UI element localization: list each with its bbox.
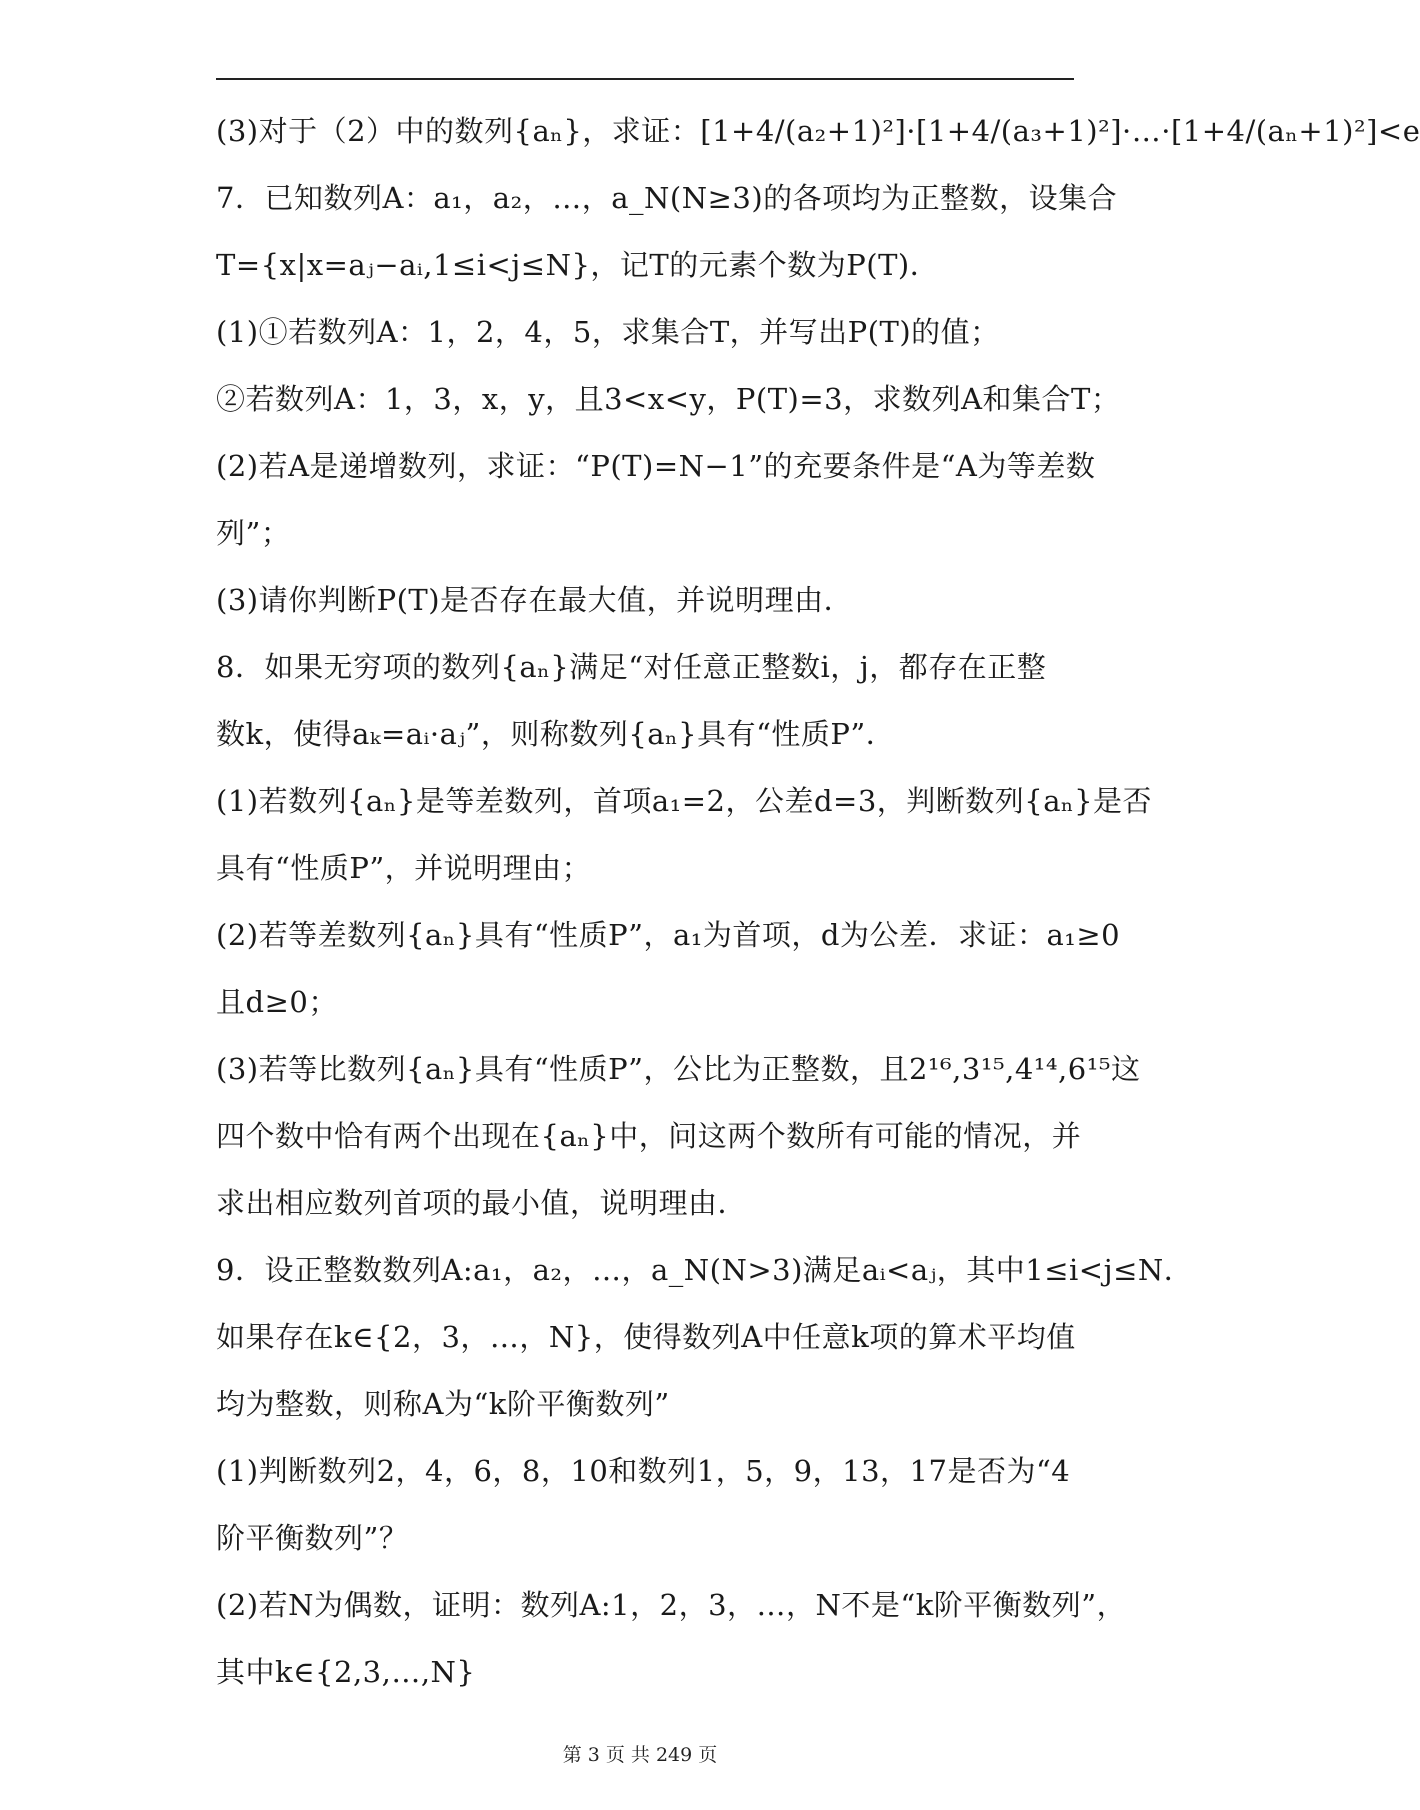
text-line: (1)判断数列2，4，6，8，10和数列1，5，9，13，17是否为“4 (216, 1454, 1071, 1488)
text-line: 数k，使得aₖ=aᵢ·aⱼ”，则称数列{aₙ}具有“性质P”． (216, 717, 896, 751)
document-body (216, 98, 1420, 1706)
text-line: ②若数列A：1，3，x，y，且3<x<y，P(T)=3，求数列A和集合T； (216, 382, 1121, 416)
text-line: 7．已知数列A：a₁，a₂，…，a_N(N≥3)的各项均为正整数，设集合 (216, 181, 1118, 215)
text-line: 如果存在k∈{2，3，…，N}，使得数列A中任意k项的算术平均值 (216, 1320, 1076, 1354)
text-line: 9．设正整数数列A:a₁，a₂，…，a_N(N>3)满足aᵢ<aⱼ，其中1≤i<j≤N． (216, 1253, 1194, 1287)
text-line: (1)若数列{aₙ}是等差数列，首项a₁=2，公差d=3，判断数列{aₙ}是否 (216, 784, 1153, 818)
text-line: (2)若N为偶数，证明：数列A:1，2，3，…，N不是“k阶平衡数列”， (216, 1588, 1127, 1622)
text-line: (2)若等差数列{aₙ}具有“性质P”，a₁为首项，d为公差．求证：a₁≥0 (216, 918, 1121, 952)
text-line: T={x|x=aⱼ−aᵢ,1≤i<j≤N}，记T的元素个数为P(T)． (216, 248, 940, 282)
text-line: 其中k∈{2,3,…,N} (216, 1655, 476, 1689)
text-line: (1)①若数列A：1，2，4，5，求集合T，并写出P(T)的值； (216, 315, 1000, 349)
header-rule (216, 78, 1074, 80)
text-line: (3)对于（2）中的数列{aₙ}，求证：[1+4/(a₂+1)²]·[1+4/(a₃+1)²]·…·[1+4/(aₙ+1)²]<e (216, 114, 1420, 148)
text-line: 均为整数，则称A为“k阶平衡数列” (216, 1387, 670, 1421)
text-line: (3)请你判断P(T)是否存在最大值，并说明理由． (216, 583, 854, 617)
text-line: 且d≥0； (216, 985, 338, 1019)
text-line: (3)若等比数列{aₙ}具有“性质P”，公比为正整数，且2¹⁶,3¹⁵,4¹⁴,6¹⁵这 (216, 1052, 1141, 1086)
text-line: (2)若A是递增数列，求证：“P(T)=N−1”的充要条件是“A为等差数 (216, 449, 1096, 483)
text-line: 四个数中恰有两个出现在{aₙ}中，问这两个数所有可能的情况，并 (216, 1119, 1082, 1153)
text-line: 列”； (216, 516, 291, 550)
text-line: 具有“性质P”，并说明理由； (216, 851, 592, 885)
text-line: 求出相应数列首项的最小值，说明理由． (216, 1186, 748, 1220)
page-number: 第 3 页 共 249 页 (562, 1744, 718, 1766)
text-line: 8．如果无穷项的数列{aₙ}满足“对任意正整数i，j，都存在正整 (216, 650, 1047, 684)
text-line: 阶平衡数列”？ (216, 1521, 409, 1555)
